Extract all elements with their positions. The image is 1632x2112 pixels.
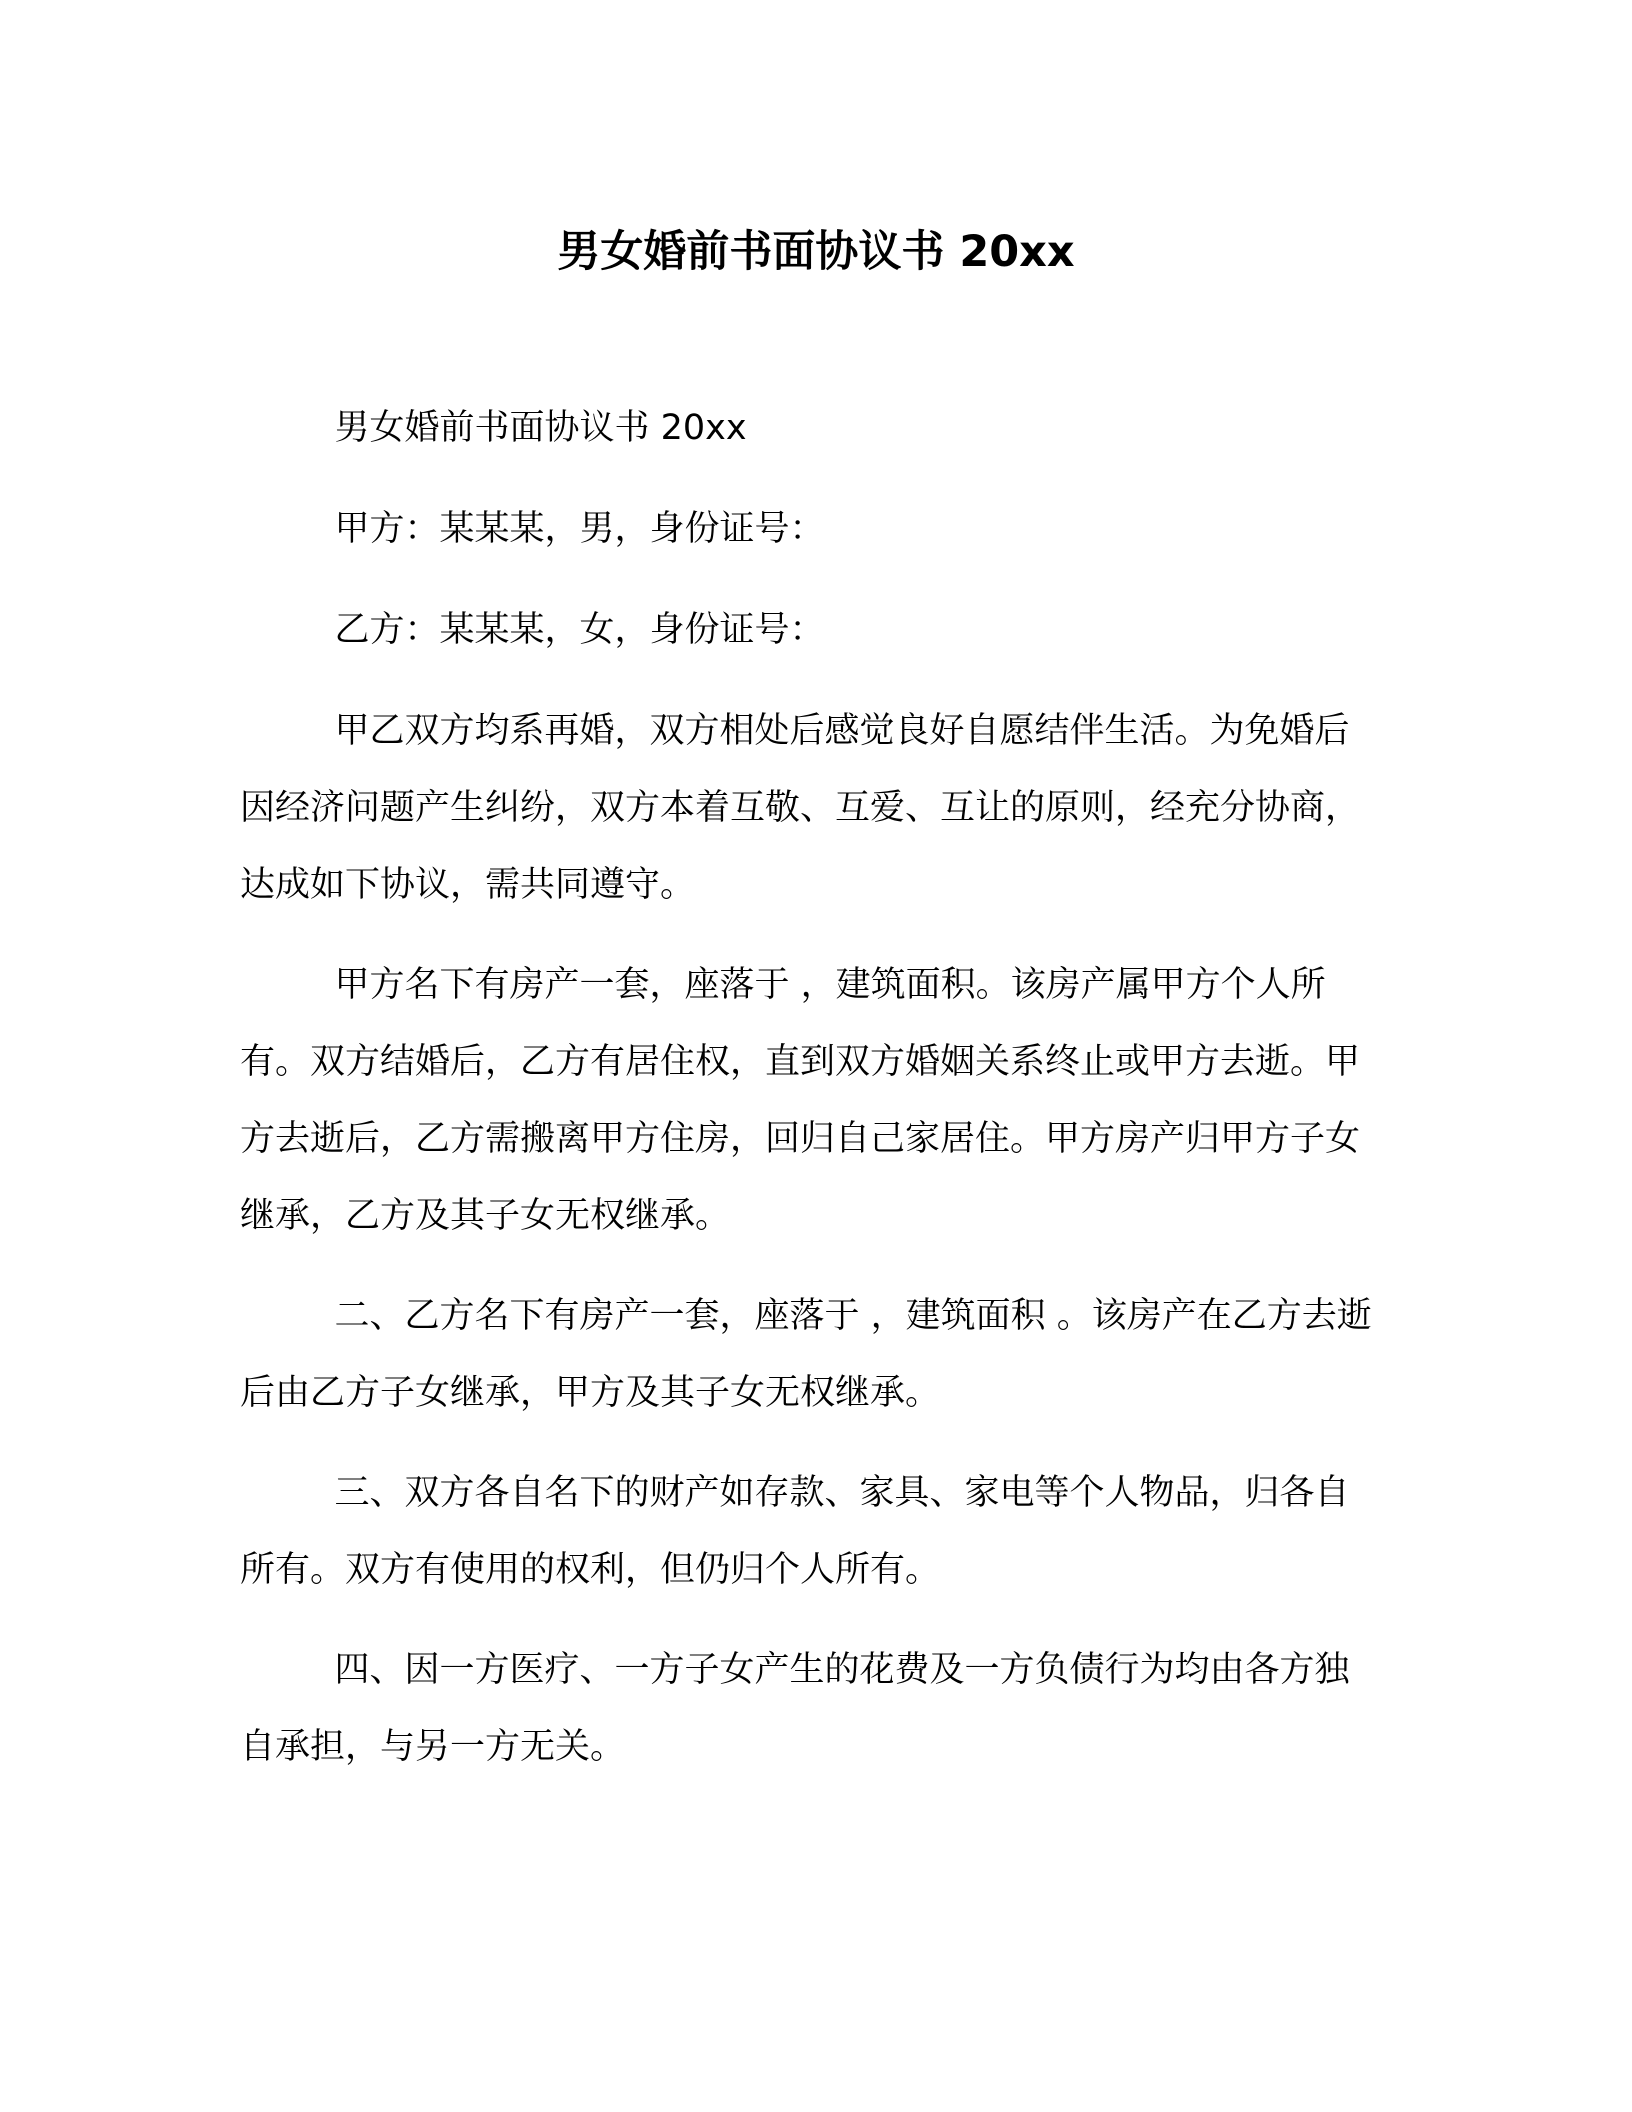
clause-3-paragraph: 三、双方各自名下的财产如存款、家具、家电等个人物品，归各自所有。双方有使用的权利，但仍归个人所有。 <box>240 1473 1350 1590</box>
clause-1-paragraph: 甲方名下有房产一套，座落于 ，建筑面积。该房产属甲方个人所有。双方结婚后，乙方有居住权，直到双方婚姻关系终止或甲方去逝。甲方去逝后，乙方需搬离甲方住房，回归自己家居住。甲方房产归甲方子女继承，乙方及其子女无权继承。 <box>240 965 1361 1236</box>
preamble-paragraph: 甲乙双方均系再婚，双方相处后感觉良好自愿结伴生活。为免婚后因经济问题产生纠纷，双方本着互敬、互爱、互让的原则，经充分协商，达成如下协议，需共同遵守。 <box>240 711 1361 905</box>
document-title: 男女婚前书面协议书 20xx <box>557 227 1075 277</box>
clause-4-paragraph: 四、因一方医疗、一方子女产生的花费及一方负债行为均由各方独自承担，与另一方无关。 <box>240 1650 1350 1767</box>
clause-2-paragraph: 二、乙方名下有房产一套，座落于 ，建筑面积 。该房产在乙方去逝后由乙方子女继承，甲方及其子女无权继承。 <box>240 1296 1372 1413</box>
document-body <box>240 390 1380 1809</box>
subtitle-paragraph: 男女婚前书面协议书 20xx <box>334 408 747 448</box>
party-a-paragraph: 甲方：某某某，男，身份证号： <box>334 509 825 549</box>
party-b-paragraph: 乙方：某某某，女，身份证号： <box>334 610 825 650</box>
